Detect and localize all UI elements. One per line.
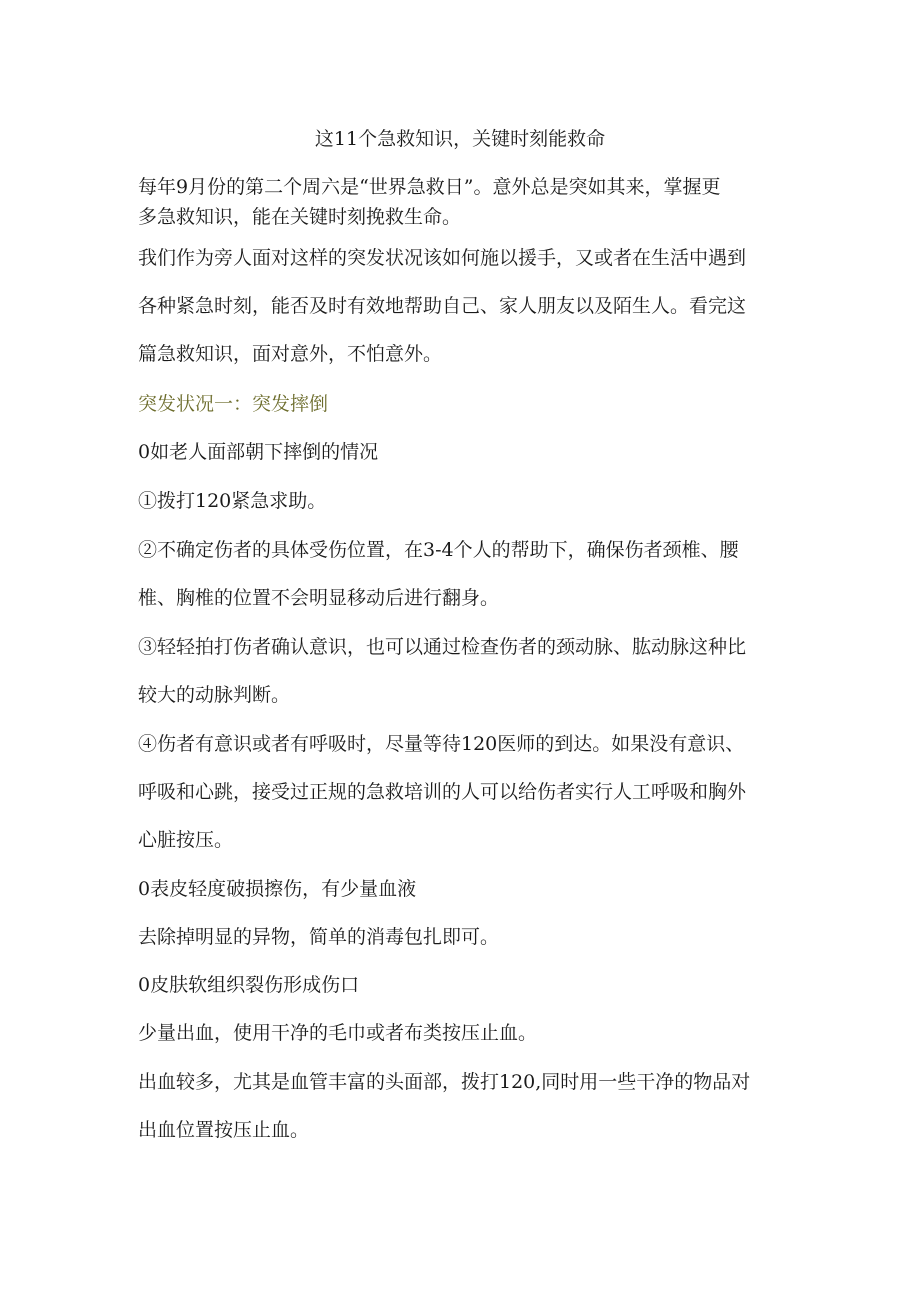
- subheading-laceration: [138, 961, 788, 1009]
- laceration-advice-2-line-2: 出血位置按压止血。: [138, 1119, 310, 1141]
- laceration-advice-2: [138, 1058, 788, 1154]
- intro-line-2: 多急救知识，能在关键时刻挽救生命。: [138, 206, 462, 228]
- step-2-line-1: ②不确定伤者的具体受伤位置，在3-4个人的帮助下，确保伤者颈椎、腰: [138, 539, 739, 561]
- step-1: [138, 477, 788, 525]
- laceration-advice-2-line-1: 出血较多，尤其是血管丰富的头面部，拨打120,同时用一些干净的物品对: [138, 1071, 751, 1093]
- context-paragraph: [138, 234, 788, 378]
- intro-paragraph: [138, 172, 788, 232]
- subheading-abrasion: [138, 865, 788, 913]
- context-line-3: 篇急救知识，面对意外，不怕意外。: [138, 343, 443, 365]
- section-heading: [138, 380, 788, 428]
- step-2: [138, 526, 788, 622]
- step-4: [138, 720, 788, 864]
- subheading-fall-text: 0如老人面部朝下摔倒的情况: [138, 441, 379, 463]
- context-line-2: 各种紧急时刻，能否及时有效地帮助自己、家人朋友以及陌生人。看完这: [138, 295, 747, 317]
- subheading-abrasion-text: 0表皮轻度破损擦伤，有少量血液: [138, 878, 417, 900]
- abrasion-advice: [138, 913, 788, 961]
- step-4-line-2: 呼吸和心跳，接受过正规的急救培训的人可以给伤者实行人工呼吸和胸外: [138, 781, 747, 803]
- document-title: 这11个急救知识，关键时刻能救命: [314, 128, 606, 150]
- laceration-advice-1-text: 少量出血，使用干净的毛巾或者布类按压止血。: [138, 1022, 538, 1044]
- laceration-advice-1: [138, 1009, 788, 1057]
- step-3-line-2: 较大的动脉判断。: [138, 684, 291, 706]
- intro-line-1: 每年9月份的第二个周六是“世界急救日”。意外总是突如其来，掌握更: [138, 176, 721, 198]
- step-2-line-2: 椎、胸椎的位置不会明显移动后进行翻身。: [138, 587, 500, 609]
- step-3-line-1: ③轻轻拍打伤者确认意识，也可以通过检查伤者的颈动脉、肱动脉这种比: [138, 636, 747, 658]
- subheading-fall: [138, 428, 788, 476]
- step-4-line-1: ④伤者有意识或者有呼吸时，尽量等待120医师的到达。如果没有意识、: [138, 733, 745, 755]
- context-line-1: 我们作为旁人面对这样的突发状况该如何施以援手，又或者在生活中遇到: [138, 247, 747, 269]
- subheading-laceration-text: 0皮肤软组织裂伤形成伤口: [138, 974, 360, 996]
- step-3: [138, 623, 788, 719]
- section-heading-text: 突发状况一：突发摔倒: [138, 393, 329, 415]
- step-4-line-3: 心脏按压。: [138, 829, 234, 851]
- abrasion-advice-text: 去除掉明显的异物，简单的消毒包扎即可。: [138, 926, 500, 948]
- step-1-text: ①拨打120紧急求助。: [138, 490, 327, 512]
